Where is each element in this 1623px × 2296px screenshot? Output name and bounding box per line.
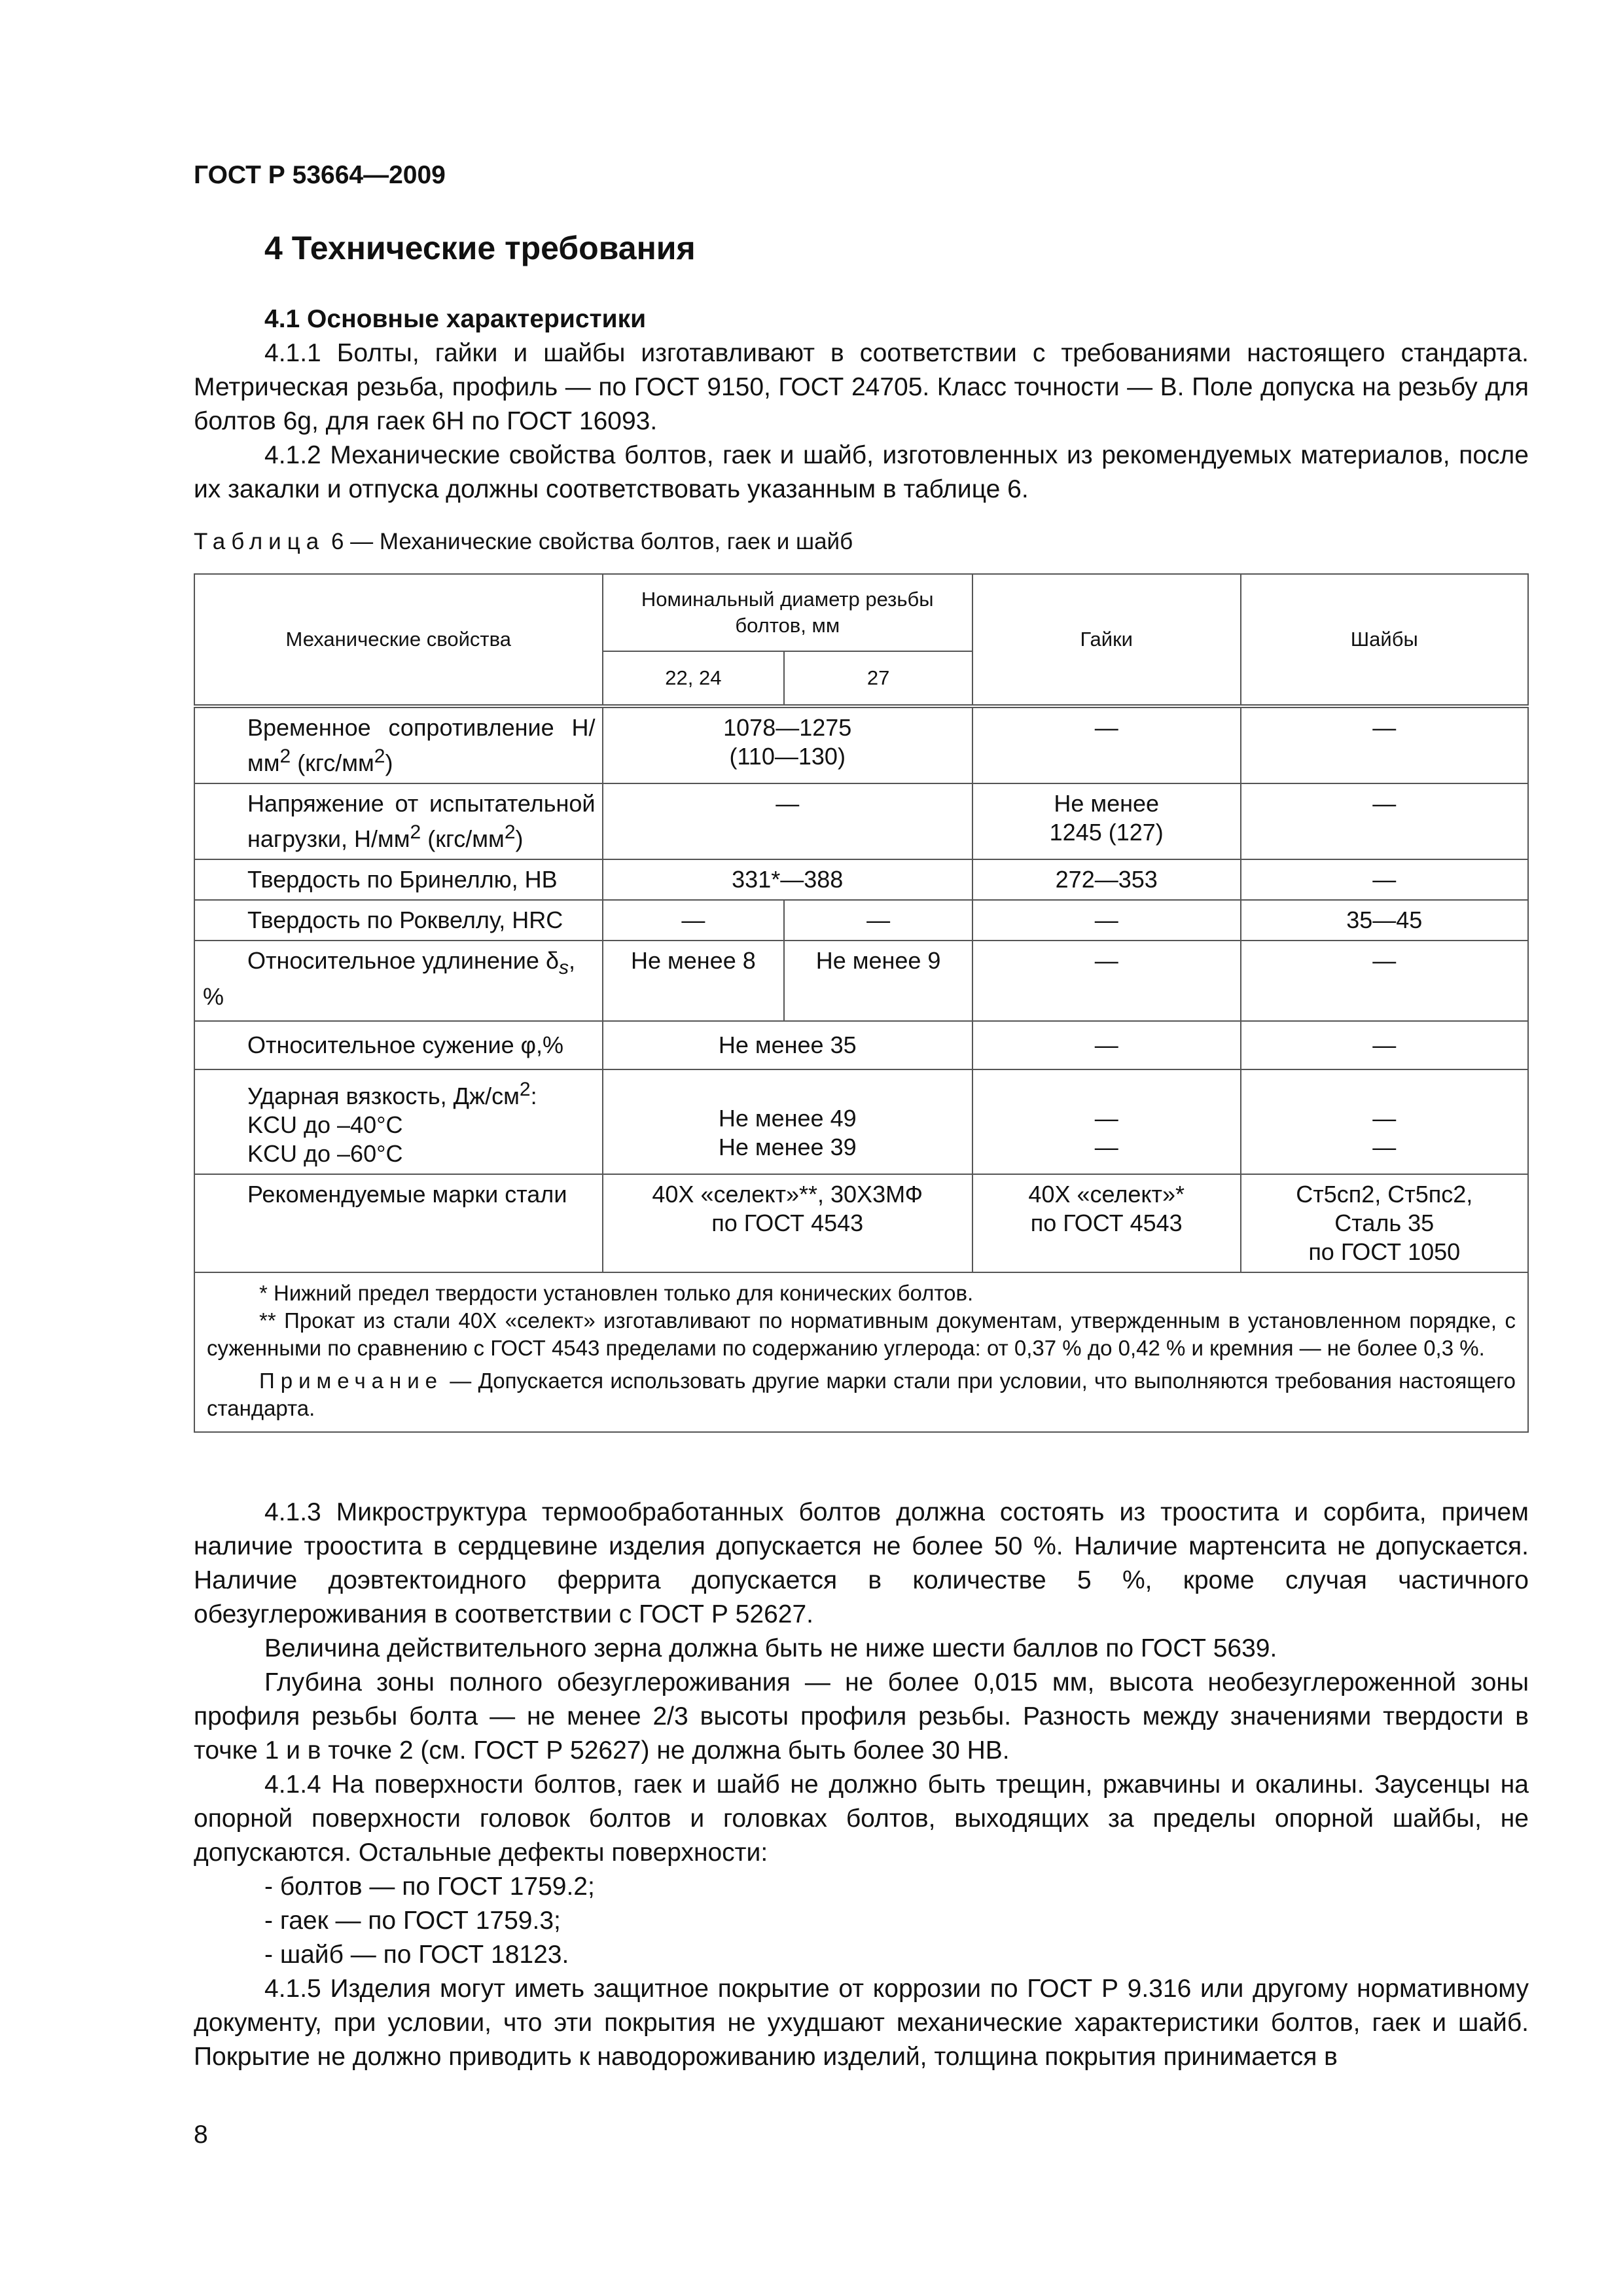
- paragraph-decarburization: Глубина зоны полного обезуглероживания — не более 0,015 мм, высота необезуглероженной зоны профиля резьбы болта — не менее 2/3 высоты профиля резьбы. Разность между значениями твердости в точке 1 и в точке 2 (см. ГОСТ Р 52627) не должна быть более 30 НВ.: [194, 1668, 1529, 1765]
- table-footnotes-row: [194, 1272, 1528, 1432]
- section-title: 4 Технические требования: [264, 230, 696, 266]
- paragraph-grain-size: Величина действительного зерна должна быть не ниже шести баллов по ГОСТ 5639.: [264, 1634, 1277, 1662]
- bolts-value: Не менее 35: [603, 1021, 972, 1069]
- paragraph-4-1-1: 4.1.1 Болты, гайки и шайбы изготавливают в соответствии с требованиями настоящего стандарта. Метрическая резьба, профиль — по ГОСТ 9150, ГОСТ 24705. Класс точности — В. Поле допуска на резьбу для болтов 6g, для гаек 6H по ГОСТ 16093.: [194, 339, 1529, 435]
- document-header: ГОСТ Р 53664—2009: [194, 161, 446, 189]
- washers-value: Ст5сп2, Ст5пс2, Сталь 35 по ГОСТ 1050: [1241, 1174, 1528, 1272]
- nuts-value: —: [972, 900, 1241, 941]
- washers-value: —: [1241, 706, 1528, 783]
- table-footnotes: [194, 1272, 1528, 1432]
- table-row: [194, 1021, 1528, 1069]
- table-caption: [194, 529, 853, 555]
- property-name: Временное сопротивление $Н/мм^2$ $(кгс/мм^2)$: [194, 706, 603, 783]
- property-name: Относительное сужение φ,%: [194, 1021, 603, 1069]
- bolts-22-24-value: —: [603, 900, 785, 941]
- table-caption-text: 6 — Механические свойства болтов, гаек и шайб: [325, 529, 853, 554]
- nuts-value: Не менее 1245 (127): [972, 783, 1241, 859]
- intro-block: [194, 302, 1529, 507]
- property-name: Относительное удлинение $\delta_s$, %: [194, 941, 603, 1021]
- list-item: - болтов — по ГОСТ 1759.2;: [264, 1873, 595, 1901]
- paragraph-4-1-4: 4.1.4 На поверхности болтов, гаек и шайб не должно быть трещин, ржавчины и окалины. Заусенцы на опорной поверхности головок болтов и головках болтов, выходящих за пределы опорной шайбы, не допускаются. Остальные дефекты поверхности:: [194, 1770, 1529, 1867]
- washers-value: —: [1241, 1021, 1528, 1069]
- bolts-value: 331*—388: [603, 859, 972, 900]
- bolts-value: 1078—1275 (110—130): [603, 706, 972, 783]
- table-row: [194, 1069, 1528, 1174]
- bolts-value: 40Х «селект»**, 30Х3МФ по ГОСТ 4543: [603, 1174, 972, 1272]
- bolts-27-value: —: [784, 900, 972, 941]
- table-row: [194, 900, 1528, 941]
- table-caption-word: Таблица: [194, 529, 325, 554]
- header-diameter: Номинальный диаметр резьбы болтов, мм: [603, 574, 972, 651]
- washers-value: —: [1241, 941, 1528, 1021]
- washers-value: —: [1241, 783, 1528, 859]
- property-name: Напряжение от испытательной нагрузки, $Н/мм^2$ $(кгс/мм^2)$: [194, 783, 603, 859]
- property-name: Ударная вязкость, $Дж/см^2$: KCU до –40°С KCU до –60°С: [194, 1069, 603, 1174]
- property-name: Рекомендуемые марки стали: [194, 1174, 603, 1272]
- bolts-value: —: [603, 783, 972, 859]
- table-row: [194, 706, 1528, 783]
- footnote-2: ** Прокат из стали 40Х «селект» изготавливают по нормативным документам, утвержденным в установленном порядке, с суженными по сравнению с ГОСТ 4543 пределами по содержанию углерода: от 0,37 % до 0,42 % и кремния — не более 0,3 %.: [207, 1308, 1516, 1361]
- table-row: [194, 941, 1528, 1021]
- header-nuts: Гайки: [972, 574, 1241, 706]
- list-item: - гаек — по ГОСТ 1759.3;: [264, 1907, 561, 1935]
- table-row: [194, 859, 1528, 900]
- paragraph-4-1-2: 4.1.2 Механические свойства болтов, гаек и шайб, изготовленных из рекомендуемых материалов, после их закалки и отпуска должны соответствовать указанным в таблице 6.: [194, 441, 1529, 503]
- property-name: Твердость по Роквеллу, HRC: [194, 900, 603, 941]
- washers-value: —: [1241, 859, 1528, 900]
- list-item: - шайб — по ГОСТ 18123.: [264, 1941, 569, 1969]
- nuts-value: —: [972, 941, 1241, 1021]
- body-block: [194, 1496, 1529, 2074]
- subsection-title: 4.1 Основные характеристики: [264, 305, 647, 333]
- nuts-value: —: [972, 706, 1241, 783]
- table-note: Примечание — Допускается использовать другие марки стали при условии, что выполняются требования настоящего стандарта.: [207, 1369, 1516, 1421]
- table-row: [194, 1174, 1528, 1272]
- header-diameter-22-24: 22, 24: [603, 651, 785, 706]
- paragraph-4-1-5: 4.1.5 Изделия могут иметь защитное покрытие от коррозии по ГОСТ Р 9.316 или другому нормативному документу, при условии, что эти покрытия не ухудшают механические характеристики болтов, гаек и шайб. Покрытие не должно приводить к наводороживанию изделий, толщина покрытия принимается в: [194, 1975, 1529, 2071]
- table-header-row: [194, 574, 1528, 651]
- washers-value: 35—45: [1241, 900, 1528, 941]
- nuts-value: —: [972, 1021, 1241, 1069]
- bolts-27-value: Не менее 9: [784, 941, 972, 1021]
- nuts-value: 272—353: [972, 859, 1241, 900]
- mechanical-properties-table: [194, 573, 1529, 1433]
- paragraph-4-1-3: 4.1.3 Микроструктура термообработанных болтов должна состоять из троостита и сорбита, причем наличие троостита в сердцевине изделия допускается не более 50 %. Наличие мартенсита не допускается. Наличие доэвтектоидного феррита допускается в количестве 5 %, кроме случая частичного обезуглероживания в соответствии с ГОСТ Р 52627.: [194, 1498, 1529, 1628]
- property-name: Твердость по Бринеллю, НВ: [194, 859, 603, 900]
- bolts-value: Не менее 49 Не менее 39: [603, 1069, 972, 1174]
- header-washers: Шайбы: [1241, 574, 1528, 706]
- washers-value: — —: [1241, 1069, 1528, 1174]
- table-row: [194, 783, 1528, 859]
- header-properties: Механические свойства: [194, 574, 603, 706]
- nuts-value: 40Х «селект»* по ГОСТ 4543: [972, 1174, 1241, 1272]
- page-number: 8: [194, 2121, 208, 2149]
- header-diameter-27: 27: [784, 651, 972, 706]
- bolts-22-24-value: Не менее 8: [603, 941, 785, 1021]
- footnote-1: * Нижний предел твердости установлен только для конических болтов.: [259, 1281, 974, 1306]
- nuts-value: — —: [972, 1069, 1241, 1174]
